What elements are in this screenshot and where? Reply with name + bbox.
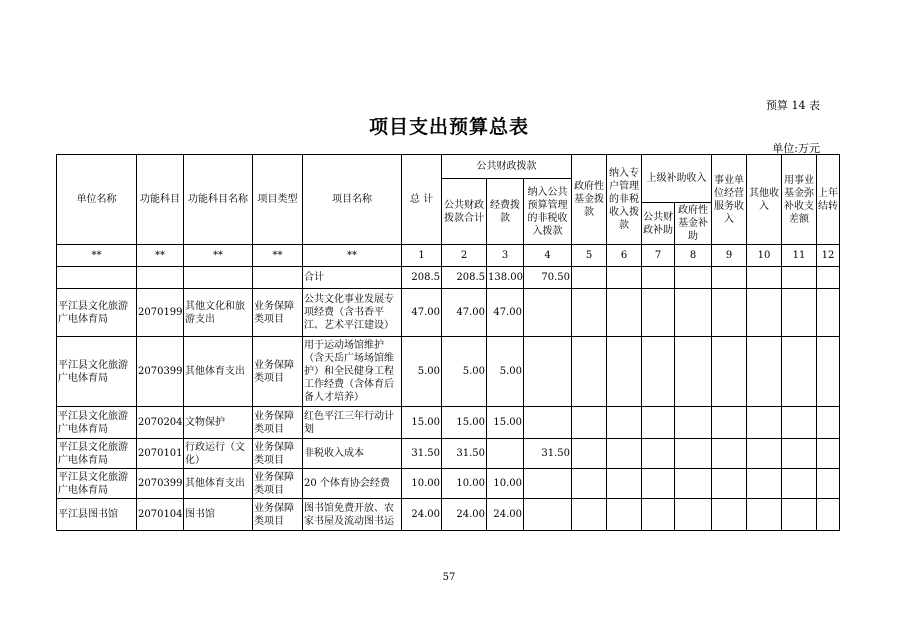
unit-label: 单位:万元 [772, 142, 820, 155]
table-row: 平江县图书馆 2070104 图书馆 业务保障类项目 图书馆免费开放、农家书屋及流动图书运 24.00 24.00 24.00 [57, 499, 840, 531]
header-public-fiscal-total: 公共财政拨款合计 [442, 179, 487, 245]
header-carryover: 上年结转 [817, 155, 840, 245]
total-label: 合计 [303, 267, 402, 289]
table-row: 平江县文化旅游广电体育局 2070399 其他体育支出 业务保障类项目 20 个体育协会经费 10.00 10.00 10.00 [57, 469, 840, 499]
header-unit-name: 单位名称 [57, 155, 137, 245]
header-business-fund: 用事业基金弥补收支差额 [782, 155, 817, 245]
total-funding: 138.00 [487, 267, 524, 289]
table-row: 平江县文化旅游广电体育局 2070204 文物保护 业务保障类项目 红色平江三年行动计划 15.00 15.00 15.00 [57, 407, 840, 439]
header-gov-fund: 政府性基金拨款 [572, 155, 607, 245]
header-gov-fund-subsidy: 政府性基金补助 [675, 203, 712, 245]
budget-table [56, 154, 840, 531]
header-other-income: 其他收入 [747, 155, 782, 245]
total-total: 208.5 [402, 267, 442, 289]
header-business-income: 事业单位经营服务收入 [712, 155, 747, 245]
header-public-fiscal: 公共财政拨款 [442, 155, 572, 179]
page-title: 项目支出预算总表 [368, 116, 529, 138]
table-row: 平江县文化旅游广电体育局 2070199 其他文化和旅游支出 业务保障类项目 公共文化事业发展专项经费（含书香平江、艺术平江建设） 47.00 47.00 47.00 [57, 289, 840, 337]
header-project-type: 项目类型 [253, 155, 303, 245]
header-func-code: 功能科目 [137, 155, 184, 245]
header-non-tax-public: 纳入公共预算管理的非税收入拨款 [524, 179, 572, 245]
header-func-name: 功能科目名称 [184, 155, 253, 245]
total-public-total: 208.5 [442, 267, 487, 289]
header-public-subsidy: 公共财政补助 [642, 203, 675, 245]
table-row: 平江县文化旅游广电体育局 2070101 行政运行（文化） 业务保障类项目 非税收入成本 31.50 31.50 31.50 [57, 439, 840, 469]
table-row: 平江县文化旅游广电体育局 2070399 其他体育支出 业务保障类项目 用于运动场馆维护（含天岳广场场馆维护）和全民健身工程工作经费（含体育后备人才培养） 5.00 5.00 5.00 [57, 337, 840, 407]
header-total: 总 计 [402, 155, 442, 245]
header-upper-subsidy: 上级补助收入 [642, 155, 712, 203]
total-row [57, 267, 840, 289]
header-funding: 经费拨款 [487, 179, 524, 245]
table-number: 预算 14 表 [766, 99, 820, 112]
header-non-tax-special: 纳入专户管理的非税收入拨款 [607, 155, 642, 245]
page-number: 57 [442, 572, 456, 583]
index-row: ** ** ** ** ** 1 2 3 4 5 6 7 8 9 10 11 12 [57, 245, 840, 267]
total-non-tax: 70.50 [524, 267, 572, 289]
header-project-name: 项目名称 [303, 155, 402, 245]
